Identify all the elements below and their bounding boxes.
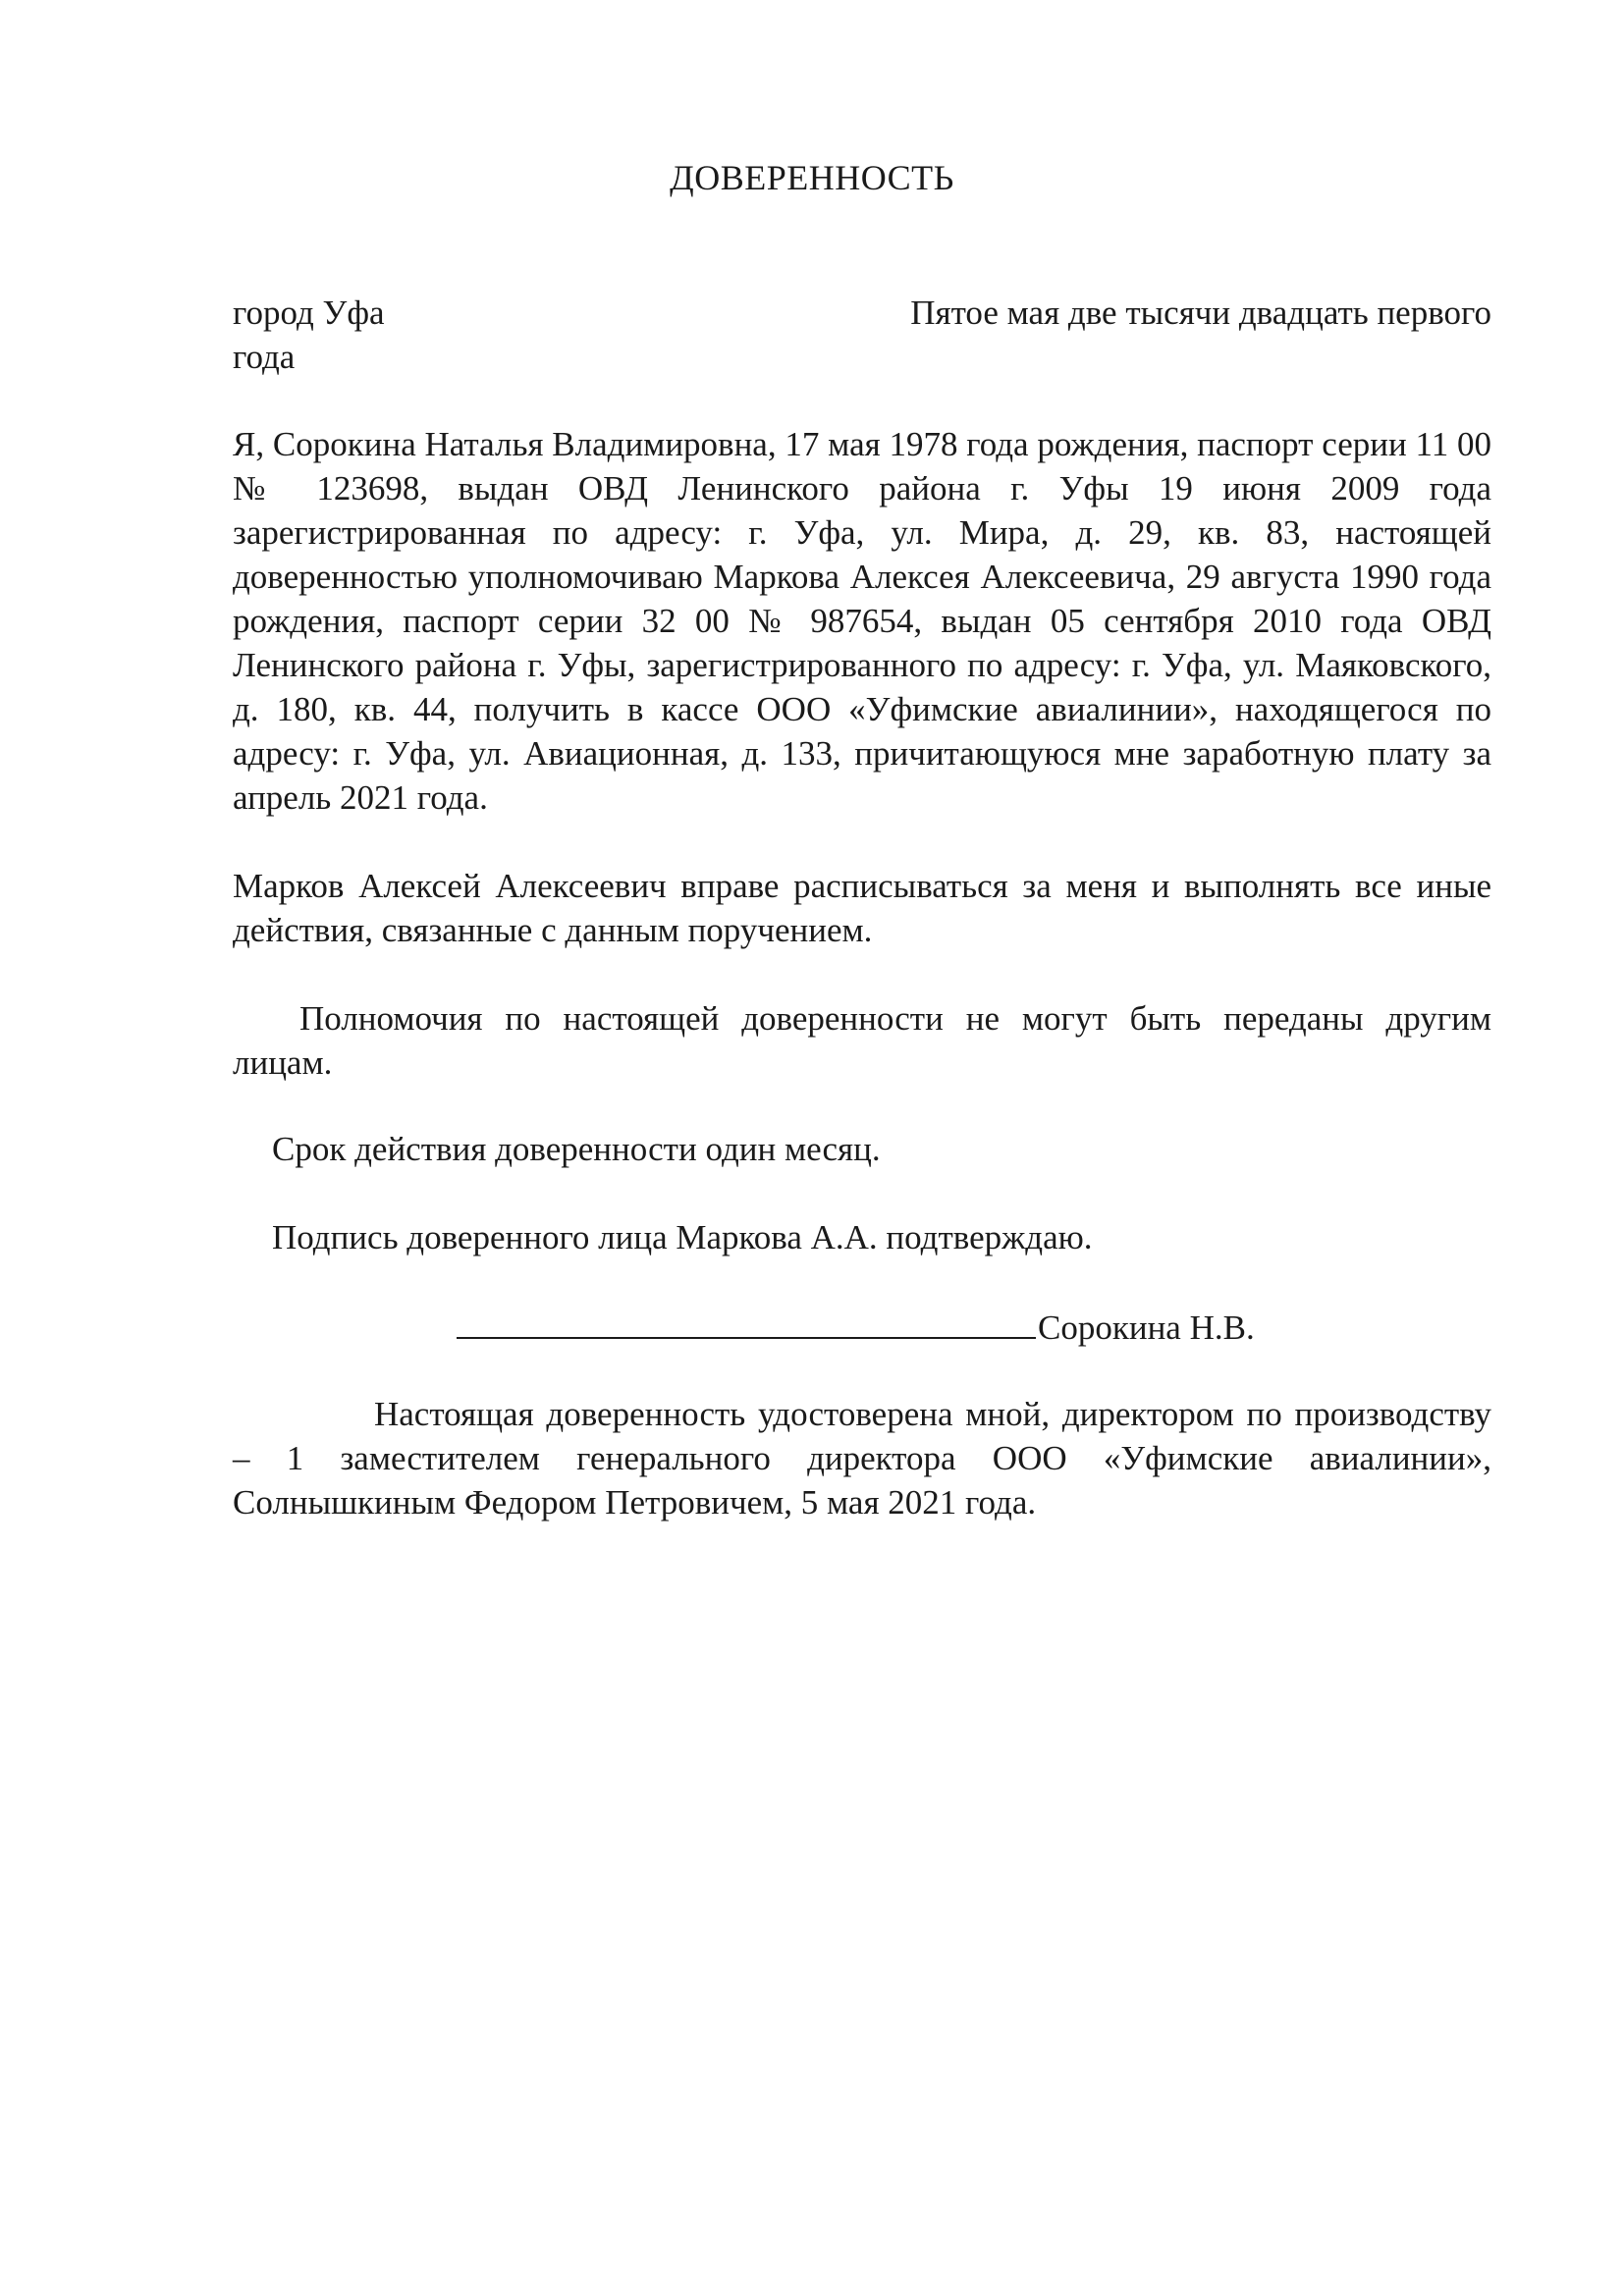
signature-row <box>457 1304 1255 1350</box>
paragraph-main-authorization: Я, Сорокина Наталья Владимировна, 17 мая 1978 года рождения, паспорт серии 11 00 № 123698, выдан ОВД Ленинского района г. Уфы 19 июня 2009 года зарегистрированная по адресу: г. Уфа, ул. Мира, д. 29, кв. 83, настоящей доверенностью уполномочиваю Маркова Алексея Алексеевича, 29 августа 1990 года рождения, паспорт серии 32 00 № 987654, выдан 05 сентября 2010 года ОВД Ленинского района г. Уфы, зарегистрированного по адресу: г. Уфа, ул. Маяковского, д. 180, кв. 44, получить в кассе ООО «Уфимские авиалинии», находящегося по адресу: г. Уфа, ул. Авиационная, д. 133, причитающуюся мне заработную плату за апрель 2021 года. <box>233 425 1491 817</box>
place-date-row <box>233 291 1491 379</box>
city-label: город Уфа <box>233 294 385 332</box>
signer-name: Сорокина Н.В. <box>1038 1308 1255 1347</box>
date-text: Пятое мая две тысячи двадцать первого <box>910 294 1491 332</box>
paragraph-rights: Марков Алексей Алексеевич вправе расписываться за меня и выполнять все иные действия, связанные с данным поручением. <box>233 867 1491 949</box>
date-text-continuation: года <box>233 338 296 376</box>
paragraph-signature-confirm: Подпись доверенного лица Маркова А.А. подтверждаю. <box>272 1218 1093 1256</box>
paragraph-no-transfer: Полномочия по настоящей доверенности не могут быть переданы другим лицам. <box>233 999 1491 1082</box>
document-title: ДОВЕРЕННОСТЬ <box>670 158 954 197</box>
signature-line <box>457 1304 1036 1339</box>
paragraph-certification: Настоящая доверенность удостоверена мной, директором по производству – 1 заместителем генерального директора ООО «Уфимские авиалинии», Солнышкиным Федором Петровичем, 5 мая 2021 года. <box>233 1395 1491 1522</box>
paragraph-term: Срок действия доверенности один месяц. <box>272 1130 881 1168</box>
